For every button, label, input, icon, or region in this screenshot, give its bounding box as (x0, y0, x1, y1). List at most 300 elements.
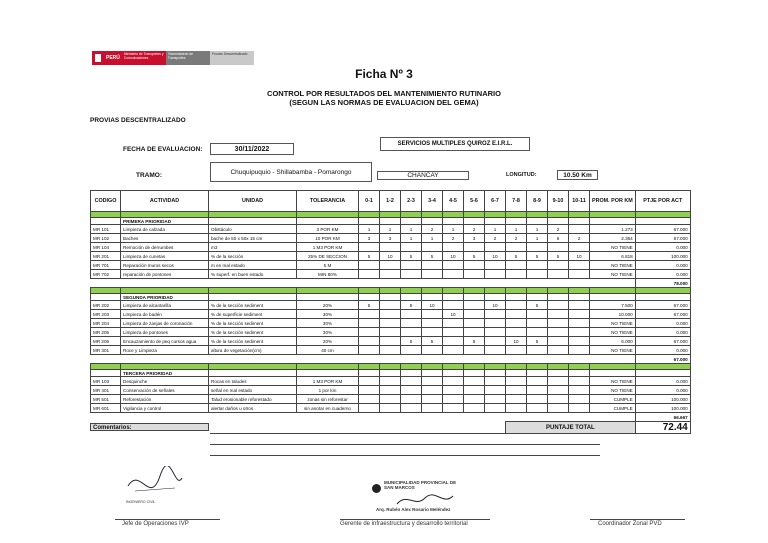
row-km-value[interactable] (569, 386, 590, 395)
row-km-value[interactable] (380, 328, 401, 337)
table-row[interactable] (91, 395, 691, 404)
header-km: 6-7 (485, 191, 506, 212)
row-ptje: 0.000 (635, 270, 690, 279)
row-prom: 7.500 (590, 301, 636, 310)
row-km-value[interactable] (548, 346, 569, 355)
row-km-value[interactable] (359, 395, 380, 404)
row-tolerance: 20% (297, 301, 359, 310)
row-km-value[interactable] (422, 395, 443, 404)
row-km-value[interactable]: 2 (443, 234, 464, 243)
longitud-field[interactable]: 10.50 Km (557, 170, 598, 180)
row-code: MR 701 (91, 261, 121, 270)
row-km-value[interactable] (401, 310, 422, 319)
row-unit: % de la sección sediment (209, 319, 297, 328)
row-code: MR 102 (91, 234, 121, 243)
row-km-value[interactable] (422, 328, 443, 337)
row-km-value[interactable] (380, 377, 401, 386)
row-km-value[interactable] (443, 270, 464, 279)
row-code: MR 202 (91, 301, 121, 310)
row-km-value[interactable] (380, 243, 401, 252)
row-km-value[interactable]: 10 (485, 301, 506, 310)
row-km-value[interactable] (464, 386, 485, 395)
row-km-value[interactable] (548, 261, 569, 270)
row-km-value[interactable] (359, 377, 380, 386)
row-km-value[interactable] (380, 337, 401, 346)
total-value: 72.44 (635, 422, 690, 434)
table-row[interactable] (91, 346, 691, 355)
row-tolerance: sin anotar en cuaderno (297, 404, 359, 413)
row-code: MR 601 (91, 404, 121, 413)
row-km-value[interactable] (548, 404, 569, 413)
org-name: PROVIAS DESCENTRALIZADO (90, 117, 186, 124)
row-code: MR 104 (91, 243, 121, 252)
comment-line-3[interactable] (210, 455, 600, 456)
row-ptje: 0.000 (635, 386, 690, 395)
subtotal-row (91, 413, 691, 422)
row-km-value[interactable] (485, 337, 506, 346)
logo-vice: Viceministerio de Transportes (166, 51, 210, 65)
row-km-value[interactable]: 5 (506, 252, 527, 261)
table-row[interactable] (91, 386, 691, 395)
row-km-value[interactable] (380, 404, 401, 413)
row-km-value[interactable]: 5 (401, 301, 422, 310)
row-km-value[interactable] (401, 346, 422, 355)
row-km-value[interactable] (359, 270, 380, 279)
row-km-value[interactable] (401, 404, 422, 413)
table-row[interactable] (91, 404, 691, 413)
evaluation-table (90, 190, 691, 434)
row-prom: NO TIENE (590, 261, 636, 270)
row-km-value[interactable]: 5 (359, 301, 380, 310)
row-km-value[interactable] (380, 395, 401, 404)
row-unit: % superf. en buen estado (209, 270, 297, 279)
row-km-value[interactable] (569, 346, 590, 355)
row-ptje: 100.000 (635, 395, 690, 404)
row-ptje: 0.000 (635, 319, 690, 328)
table-row[interactable] (91, 243, 691, 252)
row-tolerance: 25% DE SECCION (297, 252, 359, 261)
row-km-value[interactable] (359, 386, 380, 395)
row-km-value[interactable]: 1 (527, 225, 548, 234)
row-tolerance: 30% (297, 319, 359, 328)
row-km-value[interactable] (464, 301, 485, 310)
row-km-value[interactable] (443, 346, 464, 355)
row-tolerance: 30% (297, 328, 359, 337)
row-code: MR 201 (91, 252, 121, 261)
row-unit: bache de 50 x 50x 15 cm (209, 234, 297, 243)
distrito-field[interactable]: CHANCAY (377, 171, 469, 180)
row-tolerance: 5 M (297, 261, 359, 270)
row-tolerance: 30% (297, 310, 359, 319)
row-km-value[interactable] (506, 395, 527, 404)
subtitle-2: (SEGUN LAS NORMAS DE EVALUACION DEL GEMA) (289, 98, 479, 107)
row-km-value[interactable]: 5 (359, 252, 380, 261)
row-km-value[interactable]: 1 (422, 234, 443, 243)
row-km-value[interactable] (443, 337, 464, 346)
header-km: 0-1 (359, 191, 380, 212)
row-km-value[interactable] (359, 404, 380, 413)
row-code: MR 401 (91, 386, 121, 395)
row-km-value[interactable] (569, 310, 590, 319)
row-km-value[interactable] (443, 328, 464, 337)
row-km-value[interactable]: 10 (569, 252, 590, 261)
row-ptje: 0.000 (635, 261, 690, 270)
row-km-value[interactable] (506, 319, 527, 328)
row-code: MR 203 (91, 310, 121, 319)
table-row[interactable] (91, 261, 691, 270)
row-km-value[interactable]: 1 (485, 225, 506, 234)
tramo-field[interactable]: Chuquipuquio - Shillabamba - Pomarongo (210, 162, 372, 182)
row-km-value[interactable] (485, 377, 506, 386)
row-km-value[interactable] (569, 261, 590, 270)
row-km-value[interactable]: 2 (485, 234, 506, 243)
row-km-value[interactable]: 3 (359, 234, 380, 243)
sig-right-label: Coordinador Zonal PVD (598, 521, 662, 527)
comentarios-label: Comentarios: (90, 423, 209, 431)
row-km-value[interactable] (569, 243, 590, 252)
table-row[interactable] (91, 310, 691, 319)
row-tolerance: 20% (297, 337, 359, 346)
section-name: PRIMERA PRIORIDAD (121, 218, 209, 225)
row-km-value[interactable]: 10 (506, 337, 527, 346)
row-km-value[interactable] (548, 243, 569, 252)
row-km-value[interactable] (464, 377, 485, 386)
row-unit: Talud erosionable reforestado (209, 395, 297, 404)
section-title (91, 218, 691, 225)
row-km-value[interactable] (548, 337, 569, 346)
row-km-value[interactable] (569, 301, 590, 310)
row-km-value[interactable]: 5 (527, 252, 548, 261)
row-km-value[interactable] (464, 395, 485, 404)
row-prom: 6.818 (590, 252, 636, 261)
row-km-value[interactable]: 10 (422, 301, 443, 310)
row-activity: Desquinche (121, 377, 209, 386)
row-km-value[interactable] (569, 328, 590, 337)
row-km-value[interactable] (485, 319, 506, 328)
table-row[interactable] (91, 252, 691, 261)
row-km-value[interactable] (422, 404, 443, 413)
row-km-value[interactable]: 1 (506, 225, 527, 234)
comment-line-1[interactable] (210, 433, 600, 434)
row-km-value[interactable] (527, 346, 548, 355)
row-km-value[interactable]: 5 (401, 252, 422, 261)
row-km-value[interactable] (506, 346, 527, 355)
row-km-value[interactable] (380, 270, 401, 279)
row-km-value[interactable]: 5 (422, 337, 443, 346)
row-km-value[interactable] (443, 319, 464, 328)
row-km-value[interactable]: 3 (380, 234, 401, 243)
row-km-value[interactable] (485, 404, 506, 413)
row-km-value[interactable] (527, 328, 548, 337)
row-km-value[interactable] (422, 377, 443, 386)
row-ptje: 67.000 (635, 225, 690, 234)
row-unit: % de la sección (209, 252, 297, 261)
row-km-value[interactable] (401, 386, 422, 395)
row-code: MR 101 (91, 225, 121, 234)
row-ptje: 67.000 (635, 234, 690, 243)
row-km-value[interactable] (548, 270, 569, 279)
subtotal-row (91, 355, 691, 364)
sig-left-label: Jefe de Operaciones IVP (122, 521, 189, 527)
table-row[interactable] (91, 319, 691, 328)
row-km-value[interactable]: 3 (464, 234, 485, 243)
row-km-value[interactable] (569, 404, 590, 413)
row-km-value[interactable] (359, 328, 380, 337)
section-name: TERCERA PRIORIDAD (121, 370, 209, 377)
row-unit: % de la sección sediment (209, 301, 297, 310)
row-km-value[interactable]: 2 (464, 225, 485, 234)
section-name: SEGUNDA PRIORIDAD (121, 294, 209, 301)
row-km-value[interactable] (527, 386, 548, 395)
row-code: MR 103 (91, 377, 121, 386)
row-km-value[interactable] (422, 386, 443, 395)
row-km-value[interactable]: 5 (548, 252, 569, 261)
row-km-value[interactable] (401, 395, 422, 404)
row-km-value[interactable] (359, 346, 380, 355)
row-prom: 2.364 (590, 234, 636, 243)
row-km-value[interactable] (548, 377, 569, 386)
table-row[interactable] (91, 225, 691, 234)
row-km-value[interactable] (548, 328, 569, 337)
header-tolerancia: TOLERANCIA (297, 191, 359, 212)
row-unit: señal en mal estado (209, 386, 297, 395)
row-km-value[interactable] (506, 261, 527, 270)
row-km-value[interactable]: 10 (380, 252, 401, 261)
row-km-value[interactable]: 2 (569, 234, 590, 243)
row-km-value[interactable] (485, 261, 506, 270)
row-km-value[interactable] (443, 386, 464, 395)
row-km-value[interactable]: 1 (401, 234, 422, 243)
row-km-value[interactable] (485, 386, 506, 395)
row-km-value[interactable] (485, 310, 506, 319)
municipal-seal-icon (372, 484, 381, 493)
row-km-value[interactable] (443, 301, 464, 310)
row-km-value[interactable] (401, 377, 422, 386)
row-km-value[interactable] (548, 319, 569, 328)
row-km-value[interactable] (485, 346, 506, 355)
row-tolerance: zonas sin reforestar (297, 395, 359, 404)
row-km-value[interactable] (527, 243, 548, 252)
row-km-value[interactable] (443, 377, 464, 386)
ministry-logo (92, 49, 254, 66)
sig-center-label: Gerente de infraestructura y desarrollo territorial (340, 521, 468, 527)
row-km-value[interactable] (464, 310, 485, 319)
row-km-value[interactable] (359, 319, 380, 328)
table-row[interactable] (91, 377, 691, 386)
section-subtotal: 67.000 (635, 355, 690, 364)
row-unit: altura de vegetación(cm) (209, 346, 297, 355)
row-km-value[interactable] (443, 395, 464, 404)
row-km-value[interactable] (464, 319, 485, 328)
row-km-value[interactable] (401, 319, 422, 328)
row-km-value[interactable] (569, 337, 590, 346)
sig-line-center (340, 519, 490, 520)
total-label: PUNTAJE TOTAL (506, 422, 636, 434)
row-km-value[interactable] (548, 395, 569, 404)
subtitle-1: CONTROL POR RESULTADOS DEL MANTENIMIENTO RUTINARIO (267, 89, 501, 98)
row-km-value[interactable] (422, 346, 443, 355)
section-subtotal: 78.000 (635, 279, 690, 288)
row-km-value[interactable] (464, 261, 485, 270)
row-km-value[interactable] (548, 301, 569, 310)
row-ptje: 0.000 (635, 346, 690, 355)
row-km-value[interactable] (380, 301, 401, 310)
row-km-value[interactable]: 5 (422, 252, 443, 261)
row-activity: Remoción de derrumbes (121, 243, 209, 252)
row-km-value[interactable] (548, 310, 569, 319)
row-km-value[interactable] (380, 319, 401, 328)
row-km-value[interactable]: 6 (548, 234, 569, 243)
row-km-value[interactable] (527, 270, 548, 279)
row-km-value[interactable] (359, 243, 380, 252)
row-km-value[interactable] (506, 377, 527, 386)
row-km-value[interactable] (569, 377, 590, 386)
table-row[interactable] (91, 301, 691, 310)
row-km-value[interactable] (506, 243, 527, 252)
header-km: 1-2 (380, 191, 401, 212)
row-km-value[interactable] (464, 270, 485, 279)
row-activity: Roce y Limpieza (121, 346, 209, 355)
row-km-value[interactable]: 1 (359, 225, 380, 234)
row-code: MR 205 (91, 328, 121, 337)
row-km-value[interactable] (464, 243, 485, 252)
row-km-value[interactable] (380, 346, 401, 355)
section-title (91, 370, 691, 377)
row-km-value[interactable] (506, 310, 527, 319)
row-code: MR 204 (91, 319, 121, 328)
row-km-value[interactable]: 5 (401, 337, 422, 346)
row-km-value[interactable] (380, 310, 401, 319)
sig-line-right (590, 519, 685, 520)
row-km-value[interactable] (527, 310, 548, 319)
row-prom: 1.273 (590, 225, 636, 234)
row-km-value[interactable] (359, 337, 380, 346)
row-prom: 6.000 (590, 337, 636, 346)
row-km-value[interactable]: 1 (401, 225, 422, 234)
row-km-value[interactable] (506, 301, 527, 310)
row-km-value[interactable]: 2 (422, 225, 443, 234)
row-prom: NO TIENE (590, 377, 636, 386)
row-km-value[interactable]: 5 (527, 301, 548, 310)
row-km-value[interactable] (569, 270, 590, 279)
row-km-value[interactable] (443, 404, 464, 413)
row-km-value[interactable]: 5 (527, 337, 548, 346)
row-km-value[interactable] (485, 243, 506, 252)
row-km-value[interactable] (464, 404, 485, 413)
row-activity: Limpieza de pontones (121, 328, 209, 337)
row-km-value[interactable] (464, 346, 485, 355)
row-prom: CUMPLE (590, 395, 636, 404)
row-km-value[interactable]: 5 (464, 337, 485, 346)
row-km-value[interactable] (548, 386, 569, 395)
row-km-value[interactable] (527, 404, 548, 413)
row-km-value[interactable] (527, 261, 548, 270)
row-km-value[interactable] (527, 377, 548, 386)
empresa-field[interactable]: SERVICIOS MULTIPLES QUIROZ E.I.R.L. (380, 137, 530, 151)
row-km-value[interactable]: 1 (527, 234, 548, 243)
row-km-value[interactable] (401, 328, 422, 337)
header-ptje: PTJE POR ACT (635, 191, 690, 212)
row-km-value[interactable]: 10 (485, 252, 506, 261)
row-km-value[interactable] (422, 270, 443, 279)
row-km-value[interactable]: 10 (443, 310, 464, 319)
comment-line-2[interactable] (210, 444, 600, 445)
row-km-value[interactable] (422, 310, 443, 319)
row-unit: m en mal estado (209, 261, 297, 270)
row-km-value[interactable] (401, 243, 422, 252)
shield-icon (92, 51, 104, 65)
row-km-value[interactable] (527, 319, 548, 328)
row-km-value[interactable] (569, 395, 590, 404)
row-km-value[interactable] (401, 270, 422, 279)
row-ptje: 0.000 (635, 243, 690, 252)
row-km-value[interactable] (359, 261, 380, 270)
fecha-field[interactable]: 30/11/2022 (210, 143, 294, 155)
row-km-value[interactable]: 2 (548, 225, 569, 234)
row-tolerance: 1 M3 POR KM (297, 377, 359, 386)
row-km-value[interactable] (443, 261, 464, 270)
row-km-value[interactable] (464, 328, 485, 337)
row-km-value[interactable] (443, 243, 464, 252)
row-ptje: 100.000 (635, 404, 690, 413)
row-km-value[interactable] (380, 261, 401, 270)
row-km-value[interactable] (380, 386, 401, 395)
row-km-value[interactable] (506, 270, 527, 279)
row-activity: Vigilancia y control (121, 404, 209, 413)
row-km-value[interactable] (506, 328, 527, 337)
subtotal-row (91, 279, 691, 288)
row-km-value[interactable] (485, 328, 506, 337)
row-activity: Conservación de señales (121, 386, 209, 395)
row-km-value[interactable] (485, 395, 506, 404)
header-km: 4-5 (443, 191, 464, 212)
header-unidad: UNIDAD (209, 191, 297, 212)
row-km-value[interactable] (569, 225, 590, 234)
row-activity: Reforestación (121, 395, 209, 404)
row-km-value[interactable]: 2 (506, 234, 527, 243)
table-row[interactable] (91, 234, 691, 243)
table-row[interactable] (91, 337, 691, 346)
row-km-value[interactable]: 1 (380, 225, 401, 234)
row-km-value[interactable]: 10 (443, 252, 464, 261)
table-row[interactable] (91, 270, 691, 279)
row-km-value[interactable] (359, 310, 380, 319)
header-codigo: CODIGO (91, 191, 121, 212)
row-prom: NO TIENE (590, 328, 636, 337)
row-km-value[interactable] (422, 243, 443, 252)
row-km-value[interactable] (506, 386, 527, 395)
row-km-value[interactable] (527, 395, 548, 404)
row-activity: Limpieza de calzada (121, 225, 209, 234)
section-title (91, 294, 691, 301)
row-unit: % de la sección sediment (209, 328, 297, 337)
row-km-value[interactable] (506, 404, 527, 413)
row-activity: Reparación muros secos (121, 261, 209, 270)
row-unit: % de superficie sediment (209, 310, 297, 319)
left-stamp: INGENIERO CIVIL (126, 500, 156, 504)
row-km-value[interactable] (422, 261, 443, 270)
row-km-value[interactable] (422, 319, 443, 328)
row-activity: Limpieza de zanjas de coronación (121, 319, 209, 328)
header-km: 8-9 (527, 191, 548, 212)
table-row[interactable] (91, 328, 691, 337)
row-km-value[interactable]: 5 (464, 252, 485, 261)
row-km-value[interactable] (485, 270, 506, 279)
row-km-value[interactable]: 1 (443, 225, 464, 234)
row-km-value[interactable] (401, 261, 422, 270)
table-header (91, 191, 691, 212)
row-km-value[interactable] (569, 319, 590, 328)
